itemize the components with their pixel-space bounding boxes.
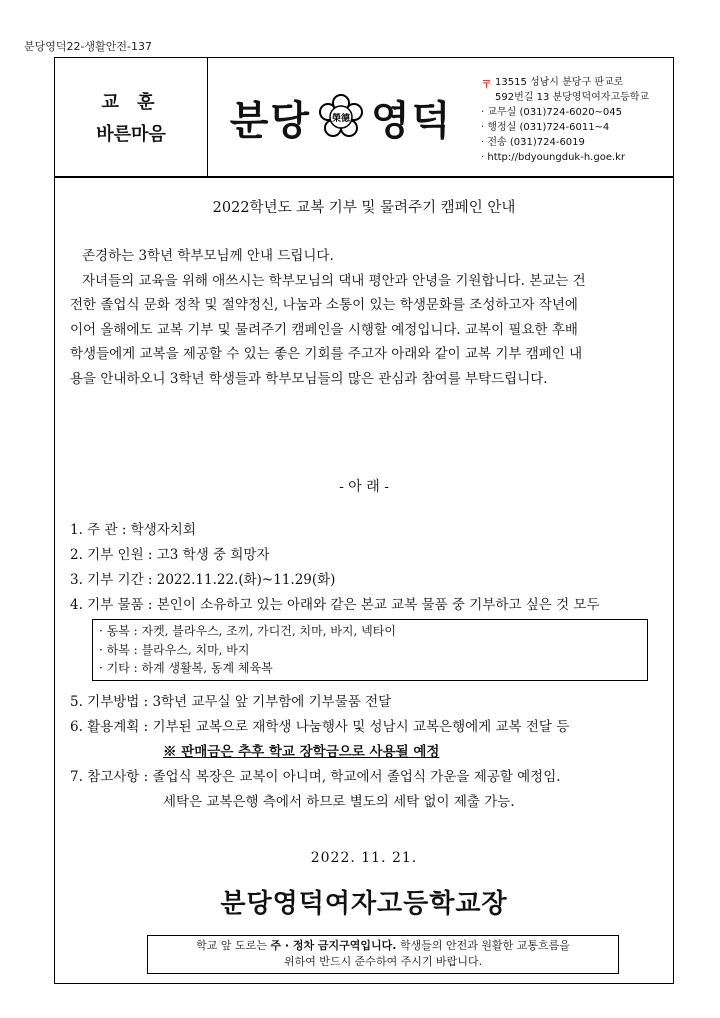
school-name-part2: 영덕 (371, 96, 453, 144)
scholarship-note: ※ 판매금은 추후 학교 장학금으로 사용될 예정 (163, 744, 440, 760)
letter-date: 2022. 11. 21. (310, 850, 418, 866)
section-heading: - 아 래 - (339, 479, 389, 495)
uniform-list-box (92, 619, 648, 681)
school-name-part1: 분당 (229, 96, 311, 144)
letterhead (55, 58, 673, 178)
principal-signature: 분당영덕여자고등학교장 (220, 889, 508, 919)
school-emblem-icon (317, 93, 365, 141)
paragraph-line: 전한 졸업식 문화 정착 및 절약정신, 나눔과 소통이 있는 학생문화를 조성하고자 작년에 (70, 297, 578, 313)
paragraph-line: 자녀들의 교육을 위해 애쓰시는 학부모님의 댁내 평안과 안녕을 기원합니다. 본교는 건 (82, 272, 586, 289)
item-plan: 6. 활용계획 : 기부된 교복으로 재학생 나눔행사 및 성남시 교복은행에게 교복 전달 등 (70, 719, 570, 735)
item-period: 3. 기부 기간 : 2022.11.22.(화)~11.29(화) (70, 572, 336, 588)
office-phone: · 교무실 (031)724-6020~045 (481, 107, 623, 118)
intro-paragraph (70, 244, 660, 391)
letter-title: 2022학년도 교복 기부 및 물려주기 캠페인 안내 (212, 200, 516, 216)
school-motto (55, 58, 208, 176)
traffic-notice (147, 935, 619, 974)
uniform-other: · 기타 : 하계 생활복, 동계 체육복 (99, 661, 273, 675)
motto-label: 교 훈 (101, 92, 161, 113)
paragraph-line: 학생들에게 교복을 제공할 수 있는 좋은 기회를 주고자 아래와 같이 교복 기부 캠페인 내 (70, 346, 583, 362)
motto-text: 바른마음 (96, 124, 166, 145)
school-name-logo (207, 58, 475, 176)
postal-mark-icon: 〒 (481, 78, 492, 91)
contact-info (481, 75, 671, 165)
item-reference: 7. 참고사항 : 졸업식 복장은 교복이 아니며, 학교에서 졸업식 가운을 제공할 예정임. (70, 769, 561, 785)
notice-text-bold: 주 · 정차 금지구역입니다. (270, 939, 397, 952)
emblem-text: 榮德 (331, 114, 351, 124)
fax-number: · 전송 (031)724-6019 (481, 137, 585, 148)
letter-frame (54, 57, 674, 984)
uniform-summer: · 하복 : 블라우스, 치마, 바지 (99, 642, 250, 657)
item-reference-cont: 세탁은 교복은행 측에서 하므로 별도의 세탁 없이 제출 가능. (163, 794, 515, 810)
item-goods: 4. 기부 물품 : 본인이 소유하고 있는 아래와 같은 본교 교복 물품 중 기부하고 싶은 것 모두 (70, 597, 600, 613)
notice-text-pre: 학교 앞 도로는 (196, 939, 271, 952)
item-method: 5. 기부방법 : 3학년 교무실 앞 기부함에 기부물품 전달 (70, 694, 392, 710)
notice-text-post: 학생들의 안전과 원활한 교통흐름을 (396, 939, 570, 952)
paragraph-line: 용을 안내하오니 3학년 학생들과 학부모님들의 많은 관심과 참여를 부탁드립니다. (70, 370, 548, 387)
paragraph-line: 이어 올해에도 교복 기부 및 물려주기 캠페인을 시행할 예정입니다. 교복이 필요한 후배 (70, 321, 578, 338)
greeting-line: 존경하는 3학년 학부모님께 안내 드립니다. (82, 248, 334, 264)
item-organizer: 1. 주 관 : 학생자치회 (70, 522, 196, 538)
website-link[interactable]: · http://bdyoungduk-h.goe.kr (481, 152, 626, 163)
item-donors: 2. 기부 인원 : 고3 학생 중 희망자 (70, 547, 270, 563)
admin-phone: · 행정실 (031)724-6011~4 (481, 122, 610, 133)
address-line-1: 13515 성남시 분당구 판교로 (495, 77, 624, 88)
uniform-winter: · 동복 : 자켓, 블라우스, 조끼, 가디건, 치마, 바지, 넥타이 (99, 624, 396, 638)
document-number: 분당영덕22-생활안전-137 (24, 40, 152, 53)
notice-line-2: 위하여 반드시 준수하여 주시기 바랍니다. (283, 955, 483, 968)
address-line-2: 592번길 13 분당영덕여자고등학교 (495, 92, 650, 103)
